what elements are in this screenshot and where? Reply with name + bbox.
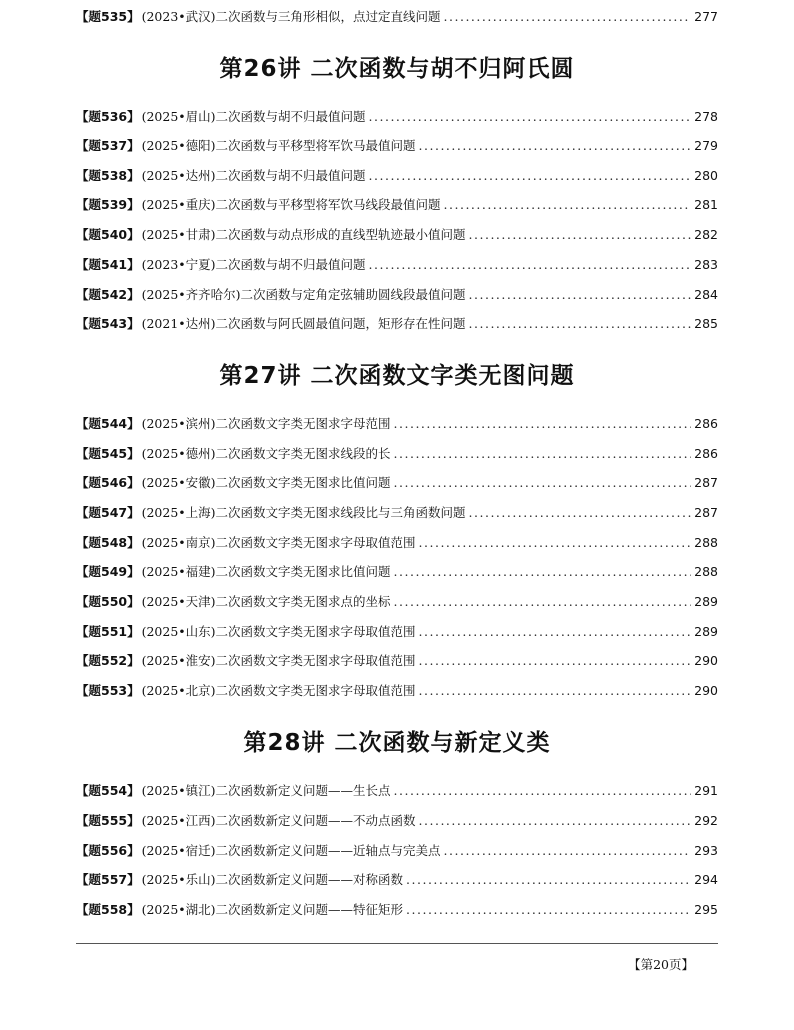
page-number: 286: [694, 416, 718, 431]
page-number: 289: [694, 594, 718, 609]
toc-entry[interactable]: [76, 650, 718, 672]
dot-leader: [394, 561, 692, 583]
problem-number: 【题550】: [76, 594, 140, 609]
dot-leader: [394, 413, 692, 435]
problem-number: 【题538】: [76, 168, 140, 183]
footer-divider: [76, 943, 718, 944]
problem-description: (2025•眉山)二次函数与胡不归最值问题: [141, 109, 366, 124]
problem-description: (2025•福建)二次函数文字类无图求比值问题: [141, 564, 391, 579]
dot-leader: [419, 532, 692, 554]
problem-number: 【题553】: [76, 683, 140, 698]
problem-description: (2025•德阳)二次函数与平移型将军饮马最值问题: [141, 138, 416, 153]
dot-leader: [469, 224, 692, 246]
problem-number: 【题548】: [76, 535, 140, 550]
problem-description: (2025•湖北)二次函数新定义问题——特征矩形: [141, 902, 404, 917]
dot-leader: [394, 780, 692, 802]
dot-leader: [444, 194, 692, 216]
page-number: 283: [694, 257, 718, 272]
page-number: 285: [694, 316, 718, 331]
dot-leader: [406, 869, 691, 891]
dot-leader: [419, 621, 692, 643]
problem-description: (2025•达州)二次函数与胡不归最值问题: [141, 168, 366, 183]
toc-entry[interactable]: [76, 561, 718, 583]
problem-number: 【题540】: [76, 227, 140, 242]
dot-leader: [406, 899, 691, 921]
problem-number: 【题558】: [76, 902, 140, 917]
problem-description: (2025•德州)二次函数文字类无图求线段的长: [141, 446, 391, 461]
problem-number: 【题555】: [76, 813, 140, 828]
toc-entry[interactable]: [76, 532, 718, 554]
toc-entry[interactable]: [76, 135, 718, 157]
dot-leader: [394, 443, 692, 465]
dot-leader: [394, 591, 692, 613]
problem-number: 【题537】: [76, 138, 140, 153]
page-number: 290: [694, 653, 718, 668]
page-number: 279: [694, 138, 718, 153]
toc-entry[interactable]: [76, 6, 718, 28]
dot-leader: [469, 502, 692, 524]
problem-number: 【题544】: [76, 416, 140, 431]
page-number: 281: [694, 197, 718, 212]
problem-number: 【题543】: [76, 316, 140, 331]
dot-leader: [444, 840, 692, 862]
page-number: 280: [694, 168, 718, 183]
toc-entry[interactable]: [76, 780, 718, 802]
dot-leader: [419, 135, 692, 157]
problem-number: 【题546】: [76, 475, 140, 490]
problem-description: (2025•山东)二次函数文字类无图求字母取值范围: [141, 624, 416, 639]
problem-description: (2023•宁夏)二次函数与胡不归最值问题: [141, 257, 366, 272]
problem-description: (2025•滨州)二次函数文字类无图求字母范围: [141, 416, 391, 431]
page-number: 294: [694, 872, 718, 887]
problem-description: (2025•江西)二次函数新定义问题——不动点函数: [141, 813, 416, 828]
toc-entry[interactable]: [76, 194, 718, 216]
dot-leader: [419, 810, 692, 832]
toc-entry[interactable]: [76, 472, 718, 494]
problem-description: (2025•乐山)二次函数新定义问题——对称函数: [141, 872, 404, 887]
lecture-heading: 第28讲 二次函数与新定义类: [243, 730, 551, 756]
toc-entry[interactable]: [76, 224, 718, 246]
lecture-heading: 第26讲 二次函数与胡不归阿氏圆: [219, 56, 575, 82]
page-number: 295: [694, 902, 718, 917]
page-number: 282: [694, 227, 718, 242]
toc-entry[interactable]: [76, 840, 718, 862]
problem-description: (2023•武汉)二次函数与三角形相似，点过定直线问题: [141, 9, 441, 24]
dot-leader: [369, 106, 692, 128]
toc-entry[interactable]: [76, 869, 718, 891]
problem-description: (2025•甘肃)二次函数与动点形成的直线型轨迹最小值问题: [141, 227, 466, 242]
problem-description: (2025•重庆)二次函数与平移型将军饮马线段最值问题: [141, 197, 441, 212]
toc-entry[interactable]: [76, 591, 718, 613]
problem-number: 【题551】: [76, 624, 140, 639]
page-number: 277: [694, 9, 718, 24]
problem-description: (2021•达州)二次函数与阿氏圆最值问题，矩形存在性问题: [141, 316, 466, 331]
dot-leader: [369, 254, 692, 276]
lecture-heading: 第27讲 二次函数文字类无图问题: [219, 363, 575, 389]
problem-number: 【题547】: [76, 505, 140, 520]
page-number: 290: [694, 683, 718, 698]
problem-description: (2025•宿迁)二次函数新定义问题——近轴点与完美点: [141, 843, 441, 858]
problem-number: 【题535】: [76, 9, 140, 24]
dot-leader: [419, 650, 692, 672]
toc-entry[interactable]: [76, 502, 718, 524]
problem-number: 【题539】: [76, 197, 140, 212]
footer-page-number: 【第20页】: [628, 957, 694, 972]
toc-entry[interactable]: [76, 413, 718, 435]
problem-description: (2025•南京)二次函数文字类无图求字母取值范围: [141, 535, 416, 550]
page-number: 288: [694, 535, 718, 550]
dot-leader: [469, 284, 692, 306]
problem-description: (2025•上海)二次函数文字类无图求线段比与三角函数问题: [141, 505, 466, 520]
problem-number: 【题536】: [76, 109, 140, 124]
dot-leader: [394, 472, 692, 494]
page-number: 278: [694, 109, 718, 124]
toc-entry[interactable]: [76, 621, 718, 643]
toc-entry[interactable]: [76, 443, 718, 465]
problem-number: 【题542】: [76, 287, 140, 302]
problem-description: (2025•淮安)二次函数文字类无图求字母取值范围: [141, 653, 416, 668]
problem-description: (2025•安徽)二次函数文字类无图求比值问题: [141, 475, 391, 490]
toc-entry[interactable]: [76, 313, 718, 335]
page-number: 288: [694, 564, 718, 579]
dot-leader: [419, 680, 692, 702]
problem-number: 【题557】: [76, 872, 140, 887]
page-number: 287: [694, 475, 718, 490]
problem-number: 【题552】: [76, 653, 140, 668]
toc-entry[interactable]: [76, 165, 718, 187]
page-number: 287: [694, 505, 718, 520]
page-number: 289: [694, 624, 718, 639]
page-number: 292: [694, 813, 718, 828]
problem-description: (2025•齐齐哈尔)二次函数与定角定弦辅助圆线段最值问题: [141, 287, 466, 302]
toc-entry[interactable]: [76, 680, 718, 702]
page-number: 291: [694, 783, 718, 798]
problem-description: (2025•北京)二次函数文字类无图求字母取值范围: [141, 683, 416, 698]
problem-description: (2025•天津)二次函数文字类无图求点的坐标: [141, 594, 391, 609]
page-number: 286: [694, 446, 718, 461]
dot-leader: [469, 313, 692, 335]
problem-number: 【题545】: [76, 446, 140, 461]
dot-leader: [444, 6, 692, 28]
toc-entry[interactable]: [76, 810, 718, 832]
toc-entry[interactable]: [76, 284, 718, 306]
page-number: 284: [694, 287, 718, 302]
problem-description: (2025•镇江)二次函数新定义问题——生长点: [141, 783, 391, 798]
dot-leader: [369, 165, 692, 187]
problem-number: 【题549】: [76, 564, 140, 579]
problem-number: 【题554】: [76, 783, 140, 798]
page-number: 293: [694, 843, 718, 858]
toc-entry[interactable]: [76, 899, 718, 921]
toc-entry[interactable]: [76, 254, 718, 276]
problem-number: 【题541】: [76, 257, 140, 272]
problem-number: 【题556】: [76, 843, 140, 858]
toc-entry[interactable]: [76, 106, 718, 128]
